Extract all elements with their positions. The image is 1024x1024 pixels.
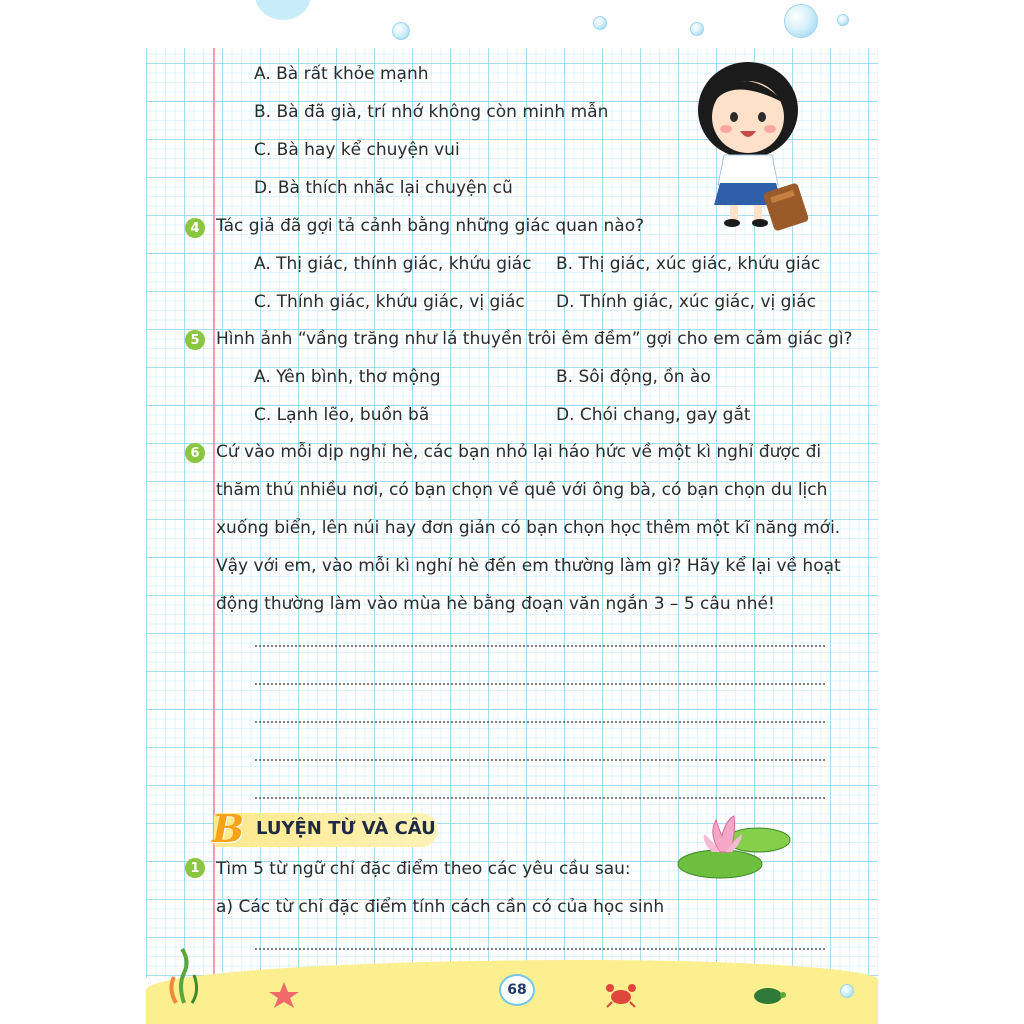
exercise-1a-text: a) Các từ chỉ đặc điểm tính cách cần có của học sinh [216, 897, 665, 917]
turtle-icon [750, 984, 786, 1006]
bubble-decoration [593, 16, 607, 30]
bubble-decoration [392, 22, 410, 40]
question-5-text: Hình ảnh “vầng trăng như lá thuyền trôi êm đềm” gợi cho em cảm giác gì? [216, 329, 853, 349]
q4-option-b: B. Thị giác, xúc giác, khứu giác [556, 254, 821, 274]
girl-illustration [690, 55, 820, 235]
q5-option-d: D. Chói chang, gay gắt [556, 405, 751, 425]
q5-option-a: A. Yên bình, thơ mộng [254, 367, 441, 387]
bubble-decoration [690, 22, 704, 36]
question-6-line: thăm thú nhiều nơi, có bạn chọn về quê với ông bà, có bạn chọn du lịch [216, 480, 828, 500]
question-number-badge: 5 [185, 330, 205, 350]
question-6-line: xuống biển, lên núi hay đơn giản có bạn chọn học thêm một kĩ năng mới. [216, 518, 841, 538]
question-6-line: Vậy với em, vào mỗi kì nghỉ hè đến em thường làm gì? Hãy kể lại về hoạt [216, 556, 841, 576]
answer-line[interactable] [254, 759, 826, 761]
question-4-text: Tác giả đã gợi tả cảnh bằng những giác quan nào? [216, 216, 645, 236]
answer-line[interactable] [254, 683, 826, 685]
bubble-decoration [837, 14, 849, 26]
page-number: 68 [499, 974, 535, 1006]
section-letter: B [212, 806, 245, 851]
bubble-decoration [784, 4, 818, 38]
lotus-illustration [672, 812, 796, 884]
answer-line[interactable] [254, 645, 826, 647]
q3-option-a: A. Bà rất khỏe mạnh [254, 64, 429, 84]
q5-option-c: C. Lạnh lẽo, buồn bã [254, 405, 430, 425]
crab-icon [604, 982, 638, 1008]
question-number-badge: 6 [185, 443, 205, 463]
starfish-icon [268, 980, 300, 1010]
q5-option-b: B. Sôi động, ồn ào [556, 367, 711, 387]
answer-line[interactable] [254, 797, 826, 799]
question-number-badge: 4 [185, 218, 205, 238]
exercise-1-text: Tìm 5 từ ngữ chỉ đặc điểm theo các yêu cầu sau: [216, 859, 631, 879]
bubble-decoration [840, 984, 854, 998]
q3-option-b: B. Bà đã già, trí nhớ không còn minh mẫn [254, 102, 609, 122]
bubble-decoration [255, 0, 311, 20]
q4-option-a: A. Thị giác, thính giác, khứu giác [254, 254, 532, 274]
answer-line[interactable] [254, 948, 826, 950]
question-6-line: Cứ vào mỗi dịp nghỉ hè, các bạn nhỏ lại háo hức về một kì nghỉ được đi [216, 442, 822, 462]
seaweed-icon [160, 945, 208, 1005]
answer-line[interactable] [254, 721, 826, 723]
q4-option-d: D. Thính giác, xúc giác, vị giác [556, 292, 816, 312]
q3-option-d: D. Bà thích nhắc lại chuyện cũ [254, 178, 513, 198]
question-6-line: động thường làm vào mùa hè bằng đoạn văn ngắn 3 – 5 câu nhé! [216, 594, 775, 614]
question-number-badge: 1 [185, 858, 205, 878]
section-title: LUYỆN TỪ VÀ CÂU [256, 818, 436, 839]
q3-option-c: C. Bà hay kể chuyện vui [254, 140, 460, 160]
q4-option-c: C. Thính giác, khứu giác, vị giác [254, 292, 525, 312]
